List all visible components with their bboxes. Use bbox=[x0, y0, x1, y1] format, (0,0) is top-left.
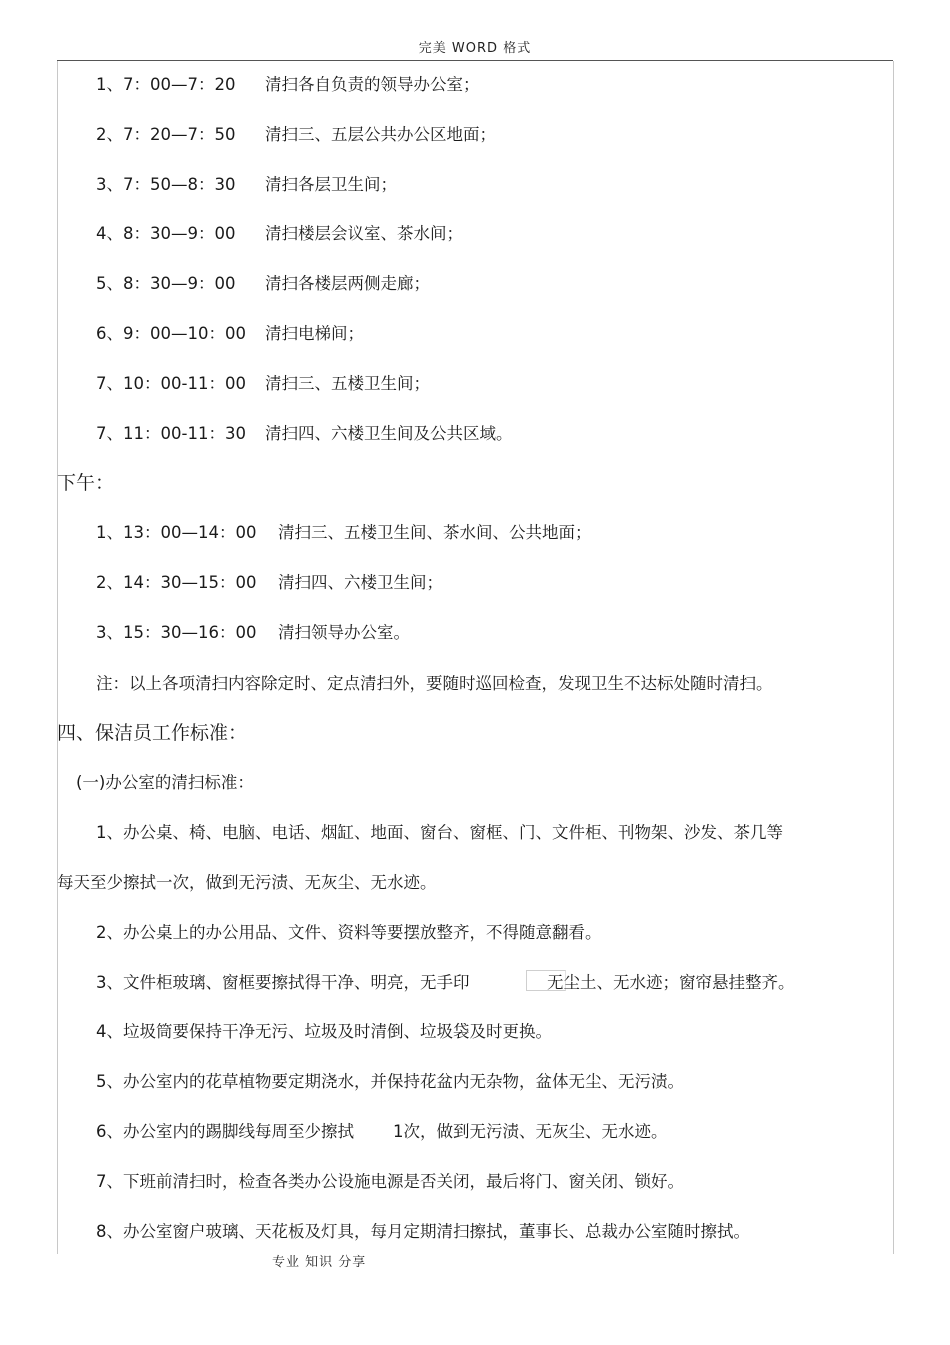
right-margin-line bbox=[893, 61, 894, 1254]
standard-item-2: 2、办公桌上的办公用品、文件、资料等要摆放整齐，不得随意翻看。 bbox=[96, 923, 602, 942]
standard-item-8: 8、办公室窗户玻璃、天花板及灯具，每月定期清扫擦拭，董事长、总裁办公室随时擦拭。 bbox=[96, 1222, 750, 1241]
schedule-item bbox=[96, 373, 430, 395]
item-time: 10：00-11：00 bbox=[123, 374, 246, 393]
standard-item-1-line-2: 每天至少擦拭一次，做到无污渍、无灰尘、无水迹。 bbox=[57, 873, 437, 892]
standard-item-7: 7、下班前清扫时，检查各类办公设施电源是否关闭，最后将门、窗关闭、锁好。 bbox=[96, 1172, 684, 1191]
item-number: 3、 bbox=[96, 175, 123, 194]
item-number: 2、 bbox=[96, 125, 123, 144]
header-divider bbox=[57, 60, 893, 61]
schedule-item bbox=[96, 572, 443, 594]
item-description: 清扫四、六楼卫生间； bbox=[278, 573, 443, 592]
item-description: 清扫领导办公室。 bbox=[278, 623, 410, 642]
item-number: 3、 bbox=[96, 623, 123, 642]
item-time: 8：30—9：00 bbox=[123, 224, 236, 243]
item-number: 1、 bbox=[96, 523, 123, 542]
schedule-item bbox=[96, 522, 592, 544]
item-description: 清扫各层卫生间； bbox=[265, 175, 397, 194]
standard-item-1-line-1: 1、办公桌、椅、电脑、电话、烟缸、地面、窗台、窗框、门、文件柜、刊物架、沙发、茶几等 bbox=[96, 823, 783, 842]
item-description: 清扫四、六楼卫生间及公共区域。 bbox=[265, 424, 513, 443]
item-number: 7、 bbox=[96, 374, 123, 393]
item-description: 清扫楼层会议室、茶水间； bbox=[265, 224, 463, 243]
item-number: 6、 bbox=[96, 324, 123, 343]
schedule-item bbox=[96, 74, 480, 96]
item-time: 7：00—7：20 bbox=[123, 75, 236, 94]
note-text: 注：以上各项清扫内容除定时、定点清扫外，要随时巡回检查，发现卫生不达标处随时清扫。 bbox=[96, 674, 773, 693]
page-footer: 专业 知识 分享 bbox=[272, 1255, 367, 1270]
item-number: 7、 bbox=[96, 424, 123, 443]
item-description: 清扫各楼层两侧走廊； bbox=[265, 274, 430, 293]
item-description: 清扫三、五层公共办公区地面； bbox=[265, 125, 496, 144]
standard-item-3-part-a: 3、文件柜玻璃、窗框要擦拭得干净、明亮，无手印 bbox=[96, 973, 470, 992]
afternoon-label: 下午： bbox=[57, 472, 115, 494]
item-time: 9：00—10：00 bbox=[123, 324, 246, 343]
schedule-item bbox=[96, 622, 410, 644]
section-heading: 四、保洁员工作标准： bbox=[57, 722, 248, 744]
item-number: 1、 bbox=[96, 75, 123, 94]
page-header-title: 完美 WORD 格式 bbox=[418, 41, 532, 56]
standard-item-4: 4、垃圾筒要保持干净无污、垃圾及时清倒、垃圾袋及时更换。 bbox=[96, 1022, 552, 1041]
schedule-item bbox=[96, 174, 397, 196]
standard-item-6-part-a: 6、办公室内的踢脚线每周至少擦拭 bbox=[96, 1122, 354, 1141]
schedule-item bbox=[96, 124, 496, 146]
item-number: 2、 bbox=[96, 573, 123, 592]
item-time: 7：50—8：30 bbox=[123, 175, 236, 194]
schedule-item bbox=[96, 223, 463, 245]
item-description: 清扫三、五楼卫生间； bbox=[265, 374, 430, 393]
standard-item-5: 5、办公室内的花草植物要定期浇水，并保持花盆内无杂物，盆体无尘、无污渍。 bbox=[96, 1072, 684, 1091]
left-margin-line bbox=[57, 61, 58, 1254]
schedule-item bbox=[96, 423, 513, 445]
schedule-item bbox=[96, 323, 364, 345]
item-time: 7：20—7：50 bbox=[123, 125, 236, 144]
item-time: 13：00—14：00 bbox=[123, 523, 257, 542]
item-time: 14：30—15：00 bbox=[123, 573, 257, 592]
sub-heading: (一)办公室的清扫标准： bbox=[76, 773, 254, 792]
standard-item-6-part-b: 1次，做到无污渍、无灰尘、无水迹。 bbox=[393, 1122, 668, 1141]
item-description: 清扫各自负责的领导办公室； bbox=[265, 75, 480, 94]
item-number: 5、 bbox=[96, 274, 123, 293]
item-time: 11：00-11：30 bbox=[123, 424, 246, 443]
standard-item-3-part-b: 无尘土、无水迹；窗帘悬挂整齐。 bbox=[547, 973, 795, 992]
item-time: 8：30—9：00 bbox=[123, 274, 236, 293]
item-description: 清扫三、五楼卫生间、茶水间、公共地面； bbox=[278, 523, 592, 542]
item-time: 15：30—16：00 bbox=[123, 623, 257, 642]
item-description: 清扫电梯间； bbox=[265, 324, 364, 343]
item-number: 4、 bbox=[96, 224, 123, 243]
schedule-item bbox=[96, 273, 430, 295]
